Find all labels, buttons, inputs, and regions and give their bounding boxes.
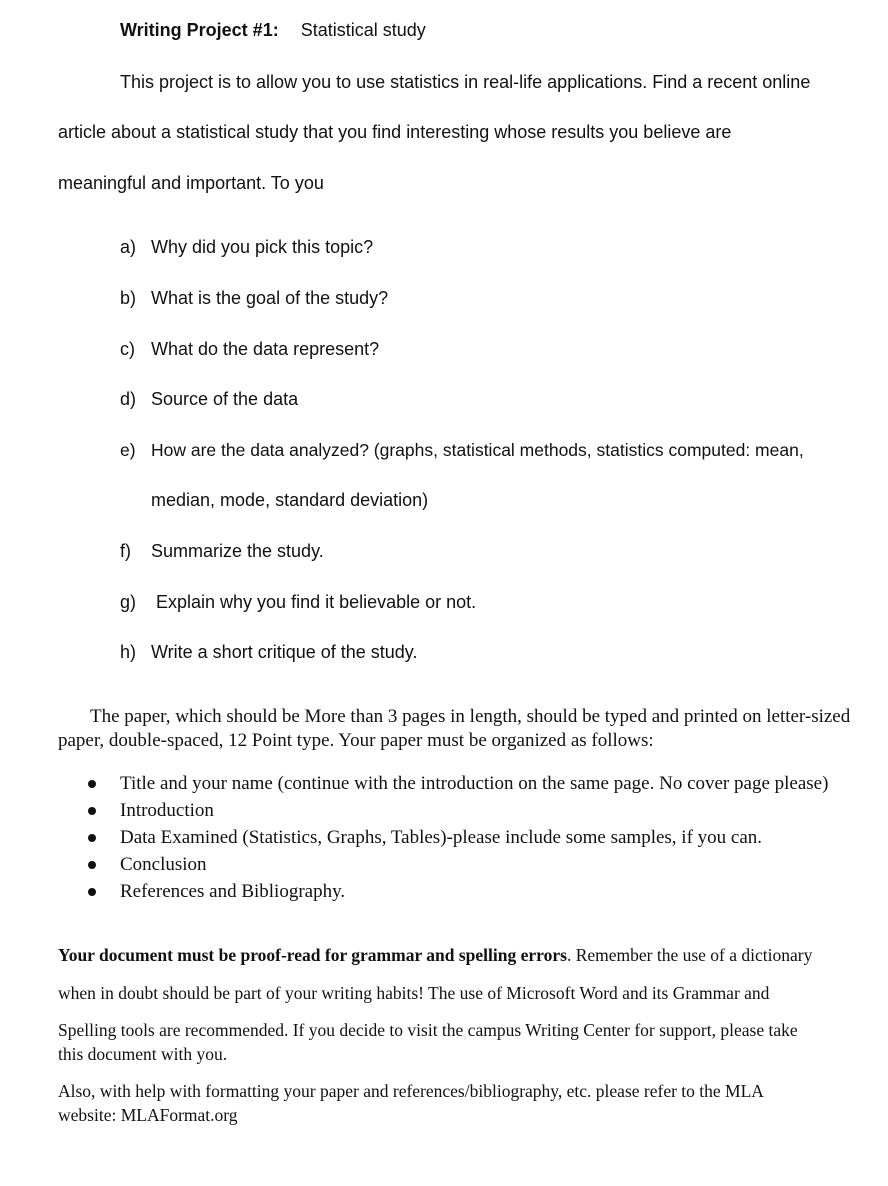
- proofread-emphasis: Your document must be proof-read for grammar and spelling errors: [58, 945, 567, 965]
- question-item: [120, 339, 379, 360]
- question-text: What is the goal of the study?: [151, 288, 389, 308]
- proofread-line-2: when in doubt should be part of your writing habits! The use of Microsoft Word and its Grammar and: [58, 983, 770, 1003]
- paper-requirements: The paper, which should be More than 3 pages in length, should be typed and printed on letter-sized paper, double-spaced, 12 Point type. Your paper must be organized as follows:: [58, 706, 851, 751]
- question-letter: c): [120, 339, 135, 359]
- list-item-text: Introduction: [120, 800, 214, 821]
- intro-line-2: article about a statistical study that you find interesting whose results you believe are: [58, 122, 732, 142]
- proofread-rest: . Remember the use of a dictionary: [566, 945, 813, 965]
- question-text: Write a short critique of the study.: [151, 642, 418, 662]
- question-letter: b): [120, 288, 137, 308]
- organization-list: [86, 772, 846, 907]
- question-text: How are the data analyzed? (graphs, statistical methods, statistics computed: mean,: [151, 440, 804, 460]
- mla-line-2: website: MLAFormat.org: [58, 1105, 238, 1125]
- proofread-line-4: this document with you.: [58, 1044, 228, 1064]
- bullet-icon: [88, 888, 96, 896]
- question-item: [120, 592, 476, 613]
- question-letter: h): [120, 642, 137, 662]
- list-item: [86, 826, 846, 850]
- question-text: What do the data represent?: [151, 339, 380, 359]
- intro-line-3: meaningful and important. To you: [58, 173, 324, 193]
- question-letter: g): [120, 592, 137, 612]
- project-title: Statistical study: [300, 20, 426, 40]
- proofread-line-3: Spelling tools are recommended. If you decide to visit the campus Writing Center for support, please take: [58, 1020, 798, 1040]
- proofread-line-1: [58, 945, 812, 966]
- bullet-icon: [88, 807, 96, 815]
- question-item: [120, 440, 804, 461]
- project-label: Writing Project #1:: [120, 20, 279, 40]
- question-letter: a): [120, 237, 137, 257]
- mla-line-1: Also, with help with formatting your paper and references/bibliography, etc. please refer to the MLA: [58, 1081, 764, 1101]
- question-item: [120, 237, 373, 258]
- list-item: [86, 772, 846, 796]
- question-continuation: median, mode, standard deviation): [151, 490, 429, 510]
- question-letter: e): [120, 440, 136, 460]
- question-item: [120, 541, 324, 562]
- question-item: [120, 288, 388, 309]
- list-item: [86, 880, 846, 904]
- bullet-icon: [88, 834, 96, 842]
- list-item-text: Conclusion: [120, 854, 207, 875]
- list-item-text: Title and your name (continue with the introduction on the same page. No cover page please): [120, 773, 829, 794]
- question-text: Summarize the study.: [151, 541, 324, 561]
- bullet-icon: [88, 861, 96, 869]
- question-letter: d): [120, 389, 137, 409]
- list-item-text: References and Bibliography.: [120, 881, 346, 902]
- bullet-icon: [88, 780, 96, 788]
- list-item: [86, 799, 846, 823]
- list-item: [86, 853, 846, 877]
- question-item: [120, 389, 298, 410]
- question-text: Why did you pick this topic?: [151, 237, 374, 257]
- page-title: [120, 20, 426, 41]
- intro-line-1: This project is to allow you to use statistics in real-life applications. Find a recent online: [120, 72, 811, 92]
- question-text: Source of the data: [151, 389, 299, 409]
- question-letter: f): [120, 541, 131, 561]
- list-item-text: Data Examined (Statistics, Graphs, Tables)-please include some samples, if you can.: [120, 827, 763, 848]
- question-item: [120, 642, 417, 663]
- question-text: Explain why you find it believable or not.: [156, 592, 477, 612]
